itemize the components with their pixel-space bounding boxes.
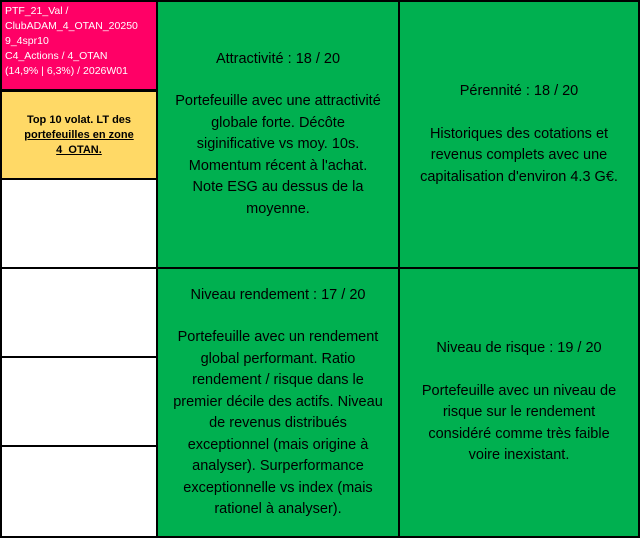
- volatility-note-line-2: portefeuilles en zone: [24, 128, 134, 141]
- portfolio-title-cell: [0, 0, 158, 91]
- rendement-line: premier décile des actifs. Niveau: [173, 393, 383, 410]
- rendement-line: global performant. Ratio: [200, 350, 356, 367]
- risque-line: risque sur le rendement: [442, 404, 596, 421]
- risque-line: Portefeuille avec un niveau de: [421, 382, 617, 399]
- perennite-heading: Pérennité : 18 / 20: [459, 83, 579, 99]
- attractivite-line: Momentum récent à l'achat.: [188, 157, 368, 174]
- attractivite-line: Portefeuille avec une attractivité: [175, 93, 381, 110]
- rendement-line: de revenus distribués: [209, 415, 347, 431]
- portfolio-title-line-4: C4_Actions / 4_OTAN: [5, 50, 108, 62]
- attractivite-quadrant: [156, 0, 400, 269]
- rendement-line: rendement / risque dans le: [192, 372, 364, 388]
- risque-description: [412, 381, 626, 467]
- volatility-note-text: [18, 113, 139, 158]
- attractivite-line: siginificative vs moy. 10s.: [196, 136, 360, 153]
- risque-line: considéré comme très faible: [428, 425, 610, 442]
- empty-cell-3: [0, 356, 158, 447]
- portfolio-title-line-1: PTF_21_Val /: [5, 5, 69, 17]
- rendement-line: exceptionnelle vs index (mais: [183, 479, 373, 496]
- rendement-quadrant: [156, 267, 400, 538]
- risque-line: voire inexistant.: [468, 447, 570, 464]
- perennite-description: [410, 124, 628, 189]
- perennite-line: capitalisation d'environ 4.3 G€.: [420, 168, 618, 185]
- perennite-line: Historiques des cotations et: [429, 125, 609, 142]
- rendement-line: analyser). Surperformance: [192, 458, 364, 474]
- empty-cell-2: [0, 267, 158, 358]
- rendement-line: rationel à analyser).: [214, 501, 342, 517]
- volatility-note-cell: [0, 90, 158, 180]
- perennite-quadrant: [398, 0, 640, 269]
- attractivite-heading: Attractivité : 18 / 20: [215, 50, 341, 67]
- portfolio-title-line-3: 9_4spr10: [5, 35, 49, 47]
- rendement-heading: Niveau rendement : 17 / 20: [190, 286, 366, 303]
- attractivite-description: [165, 91, 391, 220]
- empty-cell-1: [0, 178, 158, 269]
- attractivite-line: globale forte. Décôte: [211, 114, 345, 131]
- empty-cell-4: [0, 445, 158, 538]
- portfolio-title-line-5: (14,9% | 6,3%) / 2026W01: [5, 65, 128, 77]
- risque-heading: Niveau de risque : 19 / 20: [436, 340, 602, 357]
- rendement-description: [163, 327, 393, 521]
- risque-quadrant: [398, 267, 640, 538]
- volatility-note-line-3: 4_OTAN.: [56, 143, 102, 156]
- perennite-line: revenus complets avec une: [430, 147, 608, 163]
- attractivite-line: Note ESG au dessus de la: [192, 179, 364, 196]
- rendement-line: Portefeuille avec un rendement: [177, 329, 379, 345]
- portfolio-title-line-2: ClubADAM_4_OTAN_20250: [5, 20, 138, 32]
- rendement-line: exceptionnel (mais origine à: [187, 436, 369, 453]
- volatility-note-line-1: Top 10 volat. LT des: [26, 113, 132, 126]
- attractivite-line: moyenne.: [246, 200, 310, 217]
